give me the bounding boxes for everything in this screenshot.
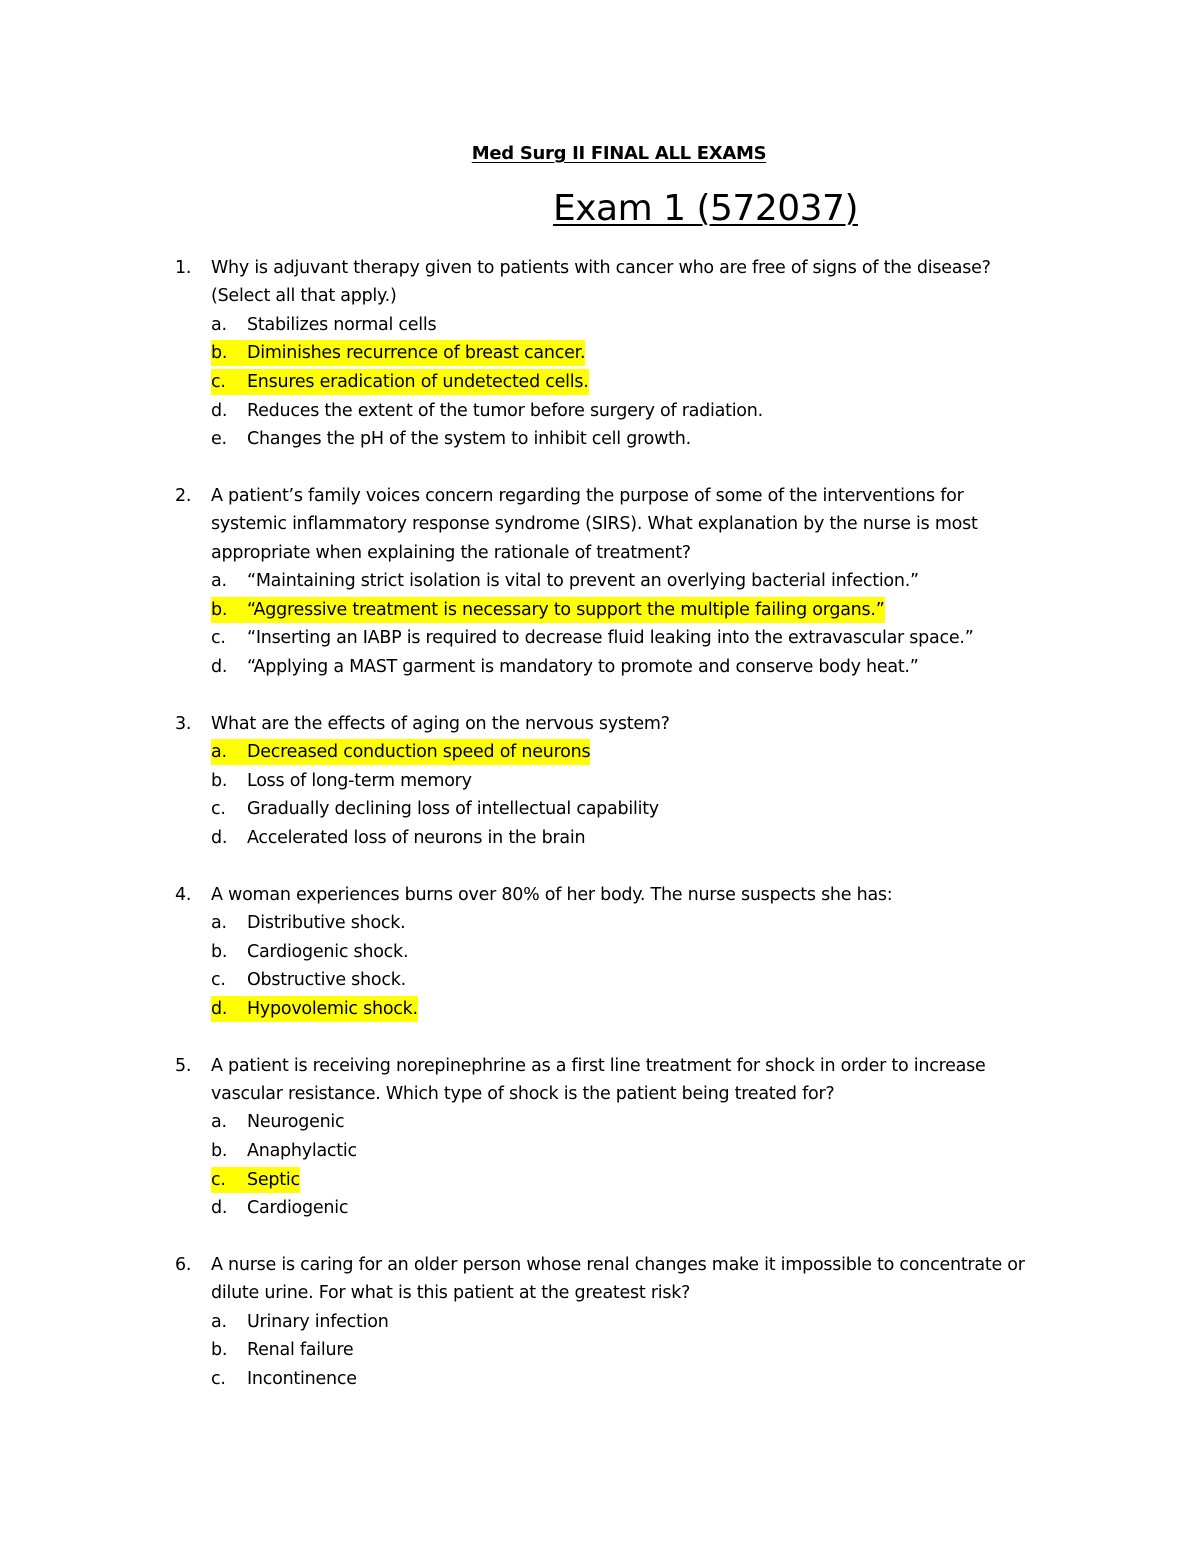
answer-option-content (211, 996, 418, 1022)
answer-option-letter: c. (211, 1369, 226, 1390)
answer-option-text: Diminishes recurrence of breast cancer. (247, 343, 586, 364)
answer-option-text: Loss of long-term memory (247, 770, 472, 791)
answer-option-letter: b. (211, 1141, 228, 1162)
answer-option-content (211, 426, 691, 452)
answer-option (0, 938, 1200, 967)
answer-option-text: Obstructive shock. (247, 970, 406, 991)
question-text: (Select all that apply.) (211, 286, 397, 307)
answer-option (0, 624, 1200, 653)
answer-option-content (211, 654, 919, 680)
answer-option-content (211, 1309, 389, 1335)
answer-option-content (211, 739, 590, 765)
question-text: appropriate when explaining the rationale of treatment? (211, 542, 691, 563)
answer-option-text: Distributive shock. (247, 913, 406, 934)
question-line (0, 881, 1200, 909)
answer-option-text: Renal failure (247, 1340, 354, 1361)
answer-option-content (211, 1337, 353, 1363)
answer-option-content (211, 768, 472, 794)
answer-option-letter: a. (211, 1112, 227, 1133)
answer-option-letter: e. (211, 429, 227, 450)
question-line (0, 482, 1200, 510)
answer-option-text: Ensures eradication of undetected cells. (247, 371, 589, 392)
answer-option-letter: c. (211, 970, 226, 991)
question-item (0, 254, 1200, 454)
document-title: Med Surg II FINAL ALL EXAMS (471, 143, 767, 164)
answer-option-letter: b. (211, 1340, 228, 1361)
answer-option-letter: d. (211, 999, 228, 1020)
answer-option-content (211, 910, 405, 936)
question-text: What are the effects of aging on the nervous system? (211, 713, 670, 734)
answer-option-highlighted (0, 995, 1200, 1024)
answer-option-letter: a. (211, 1311, 227, 1332)
answer-option-letter: b. (211, 941, 228, 962)
question-text: Why is adjuvant therapy given to patients with cancer who are free of signs of the disease? (211, 258, 991, 278)
answer-option-content (211, 825, 585, 851)
answer-option-text: Cardiogenic (247, 1198, 349, 1219)
answer-option-letter: a. (211, 741, 227, 762)
question-number: 4. (175, 884, 192, 905)
answer-option-letter: d. (211, 400, 228, 421)
answer-option-letter: d. (211, 656, 228, 677)
answer-option (0, 1365, 1200, 1394)
question-line (0, 1080, 1200, 1108)
answer-option (0, 425, 1200, 454)
answer-option (0, 311, 1200, 340)
answer-option-highlighted (0, 738, 1200, 767)
answer-option-text: Septic (247, 1169, 300, 1190)
answer-option (0, 567, 1200, 596)
answer-option-content (211, 1366, 357, 1392)
question-line (0, 539, 1200, 567)
question-line (0, 282, 1200, 310)
answer-option-content (211, 967, 406, 993)
answer-option-content (211, 1195, 348, 1221)
question-line (0, 1279, 1200, 1307)
answer-option-text: Neurogenic (247, 1112, 345, 1133)
answer-option-text: “Applying a MAST garment is mandatory to promote and conserve body heat.” (247, 656, 919, 677)
question-item (0, 482, 1200, 682)
answer-option-content (211, 1167, 300, 1193)
answer-option (0, 653, 1200, 682)
question-number: 2. (175, 486, 192, 507)
answer-option-letter: c. (211, 799, 226, 820)
answer-option-content (211, 369, 589, 395)
question-text: A patient is receiving norepinephrine as a first line treatment for shock in order to increase (211, 1055, 986, 1076)
answer-option-content (211, 312, 436, 338)
question-list (0, 254, 1200, 1422)
question-number: 6. (175, 1255, 192, 1276)
answer-option-text: Anaphylactic (247, 1141, 357, 1162)
answer-option (0, 1308, 1200, 1337)
question-line (0, 510, 1200, 538)
question-text: systemic inflammatory response syndrome (SIRS). What explanation by the nurse is most (211, 514, 978, 535)
question-text: A nurse is caring for an older person whose renal changes make it impossible to concentrate or (211, 1255, 1025, 1276)
question-line (0, 1251, 1200, 1279)
question-line (0, 254, 1200, 282)
answer-option-letter: c. (211, 628, 226, 649)
answer-option-content (211, 597, 885, 623)
answer-option-letter: a. (211, 314, 227, 335)
answer-option-text: Accelerated loss of neurons in the brain (247, 828, 586, 849)
exam-heading: Exam 1 (572037) (553, 188, 858, 229)
answer-option-content (211, 796, 659, 822)
question-number: 3. (175, 713, 192, 734)
answer-option-letter: b. (211, 343, 228, 364)
question-text: dilute urine. For what is this patient at the greatest risk? (211, 1283, 691, 1304)
answer-option-content (211, 1138, 357, 1164)
answer-option-text: Reduces the extent of the tumor before surgery of radiation. (247, 400, 763, 421)
answer-option-text: “Inserting an IABP is required to decrease fluid leaking into the extravascular space.” (247, 628, 974, 649)
answer-option (0, 1137, 1200, 1166)
question-item (0, 710, 1200, 853)
question-text: A patient’s family voices concern regarding the purpose of some of the interventions for (211, 486, 964, 507)
answer-option (0, 1108, 1200, 1137)
answer-option (0, 1336, 1200, 1365)
answer-option (0, 397, 1200, 426)
answer-option-letter: c. (211, 1169, 226, 1190)
answer-option-letter: c. (211, 371, 226, 392)
question-item (0, 1052, 1200, 1223)
question-item (0, 881, 1200, 1024)
answer-option-highlighted (0, 1166, 1200, 1195)
answer-option-highlighted (0, 596, 1200, 625)
answer-option-content (211, 568, 919, 594)
answer-option (0, 767, 1200, 796)
question-line (0, 1052, 1200, 1080)
answer-option (0, 824, 1200, 853)
answer-option-highlighted (0, 339, 1200, 368)
question-text: vascular resistance. Which type of shock is the patient being treated for? (211, 1084, 835, 1105)
question-number: 5. (175, 1055, 192, 1076)
answer-option (0, 795, 1200, 824)
answer-option-text: Incontinence (247, 1369, 357, 1390)
answer-option (0, 1194, 1200, 1223)
answer-option-text: Decreased conduction speed of neurons (247, 741, 591, 762)
question-number: 1. (175, 258, 192, 278)
answer-option-text: “Aggressive treatment is necessary to support the multiple failing organs.” (247, 599, 885, 620)
answer-option-text: Stabilizes normal cells (247, 314, 437, 335)
answer-option-text: Changes the pH of the system to inhibit cell growth. (247, 429, 691, 450)
answer-option-content (211, 340, 585, 366)
question-item (0, 1251, 1200, 1394)
answer-option-letter: a. (211, 913, 227, 934)
answer-option-text: Cardiogenic shock. (247, 941, 409, 962)
answer-option-content (211, 625, 974, 651)
answer-option-text: “Maintaining strict isolation is vital to prevent an overlying bacterial infection.” (247, 570, 919, 591)
answer-option-letter: a. (211, 570, 227, 591)
answer-option-content (211, 1109, 344, 1135)
answer-option-highlighted (0, 368, 1200, 397)
answer-option-content (211, 398, 763, 424)
question-text: A woman experiences burns over 80% of her body. The nurse suspects she has: (211, 884, 893, 905)
answer-option (0, 966, 1200, 995)
answer-option-letter: b. (211, 599, 228, 620)
answer-option-letter: d. (211, 1198, 228, 1219)
question-line (0, 710, 1200, 738)
answer-option-text: Hypovolemic shock. (247, 999, 418, 1020)
answer-option-letter: b. (211, 770, 228, 791)
answer-option-letter: d. (211, 828, 228, 849)
answer-option-content (211, 939, 408, 965)
answer-option-text: Urinary infection (247, 1311, 389, 1332)
answer-option (0, 909, 1200, 938)
answer-option-text: Gradually declining loss of intellectual capability (247, 799, 659, 820)
